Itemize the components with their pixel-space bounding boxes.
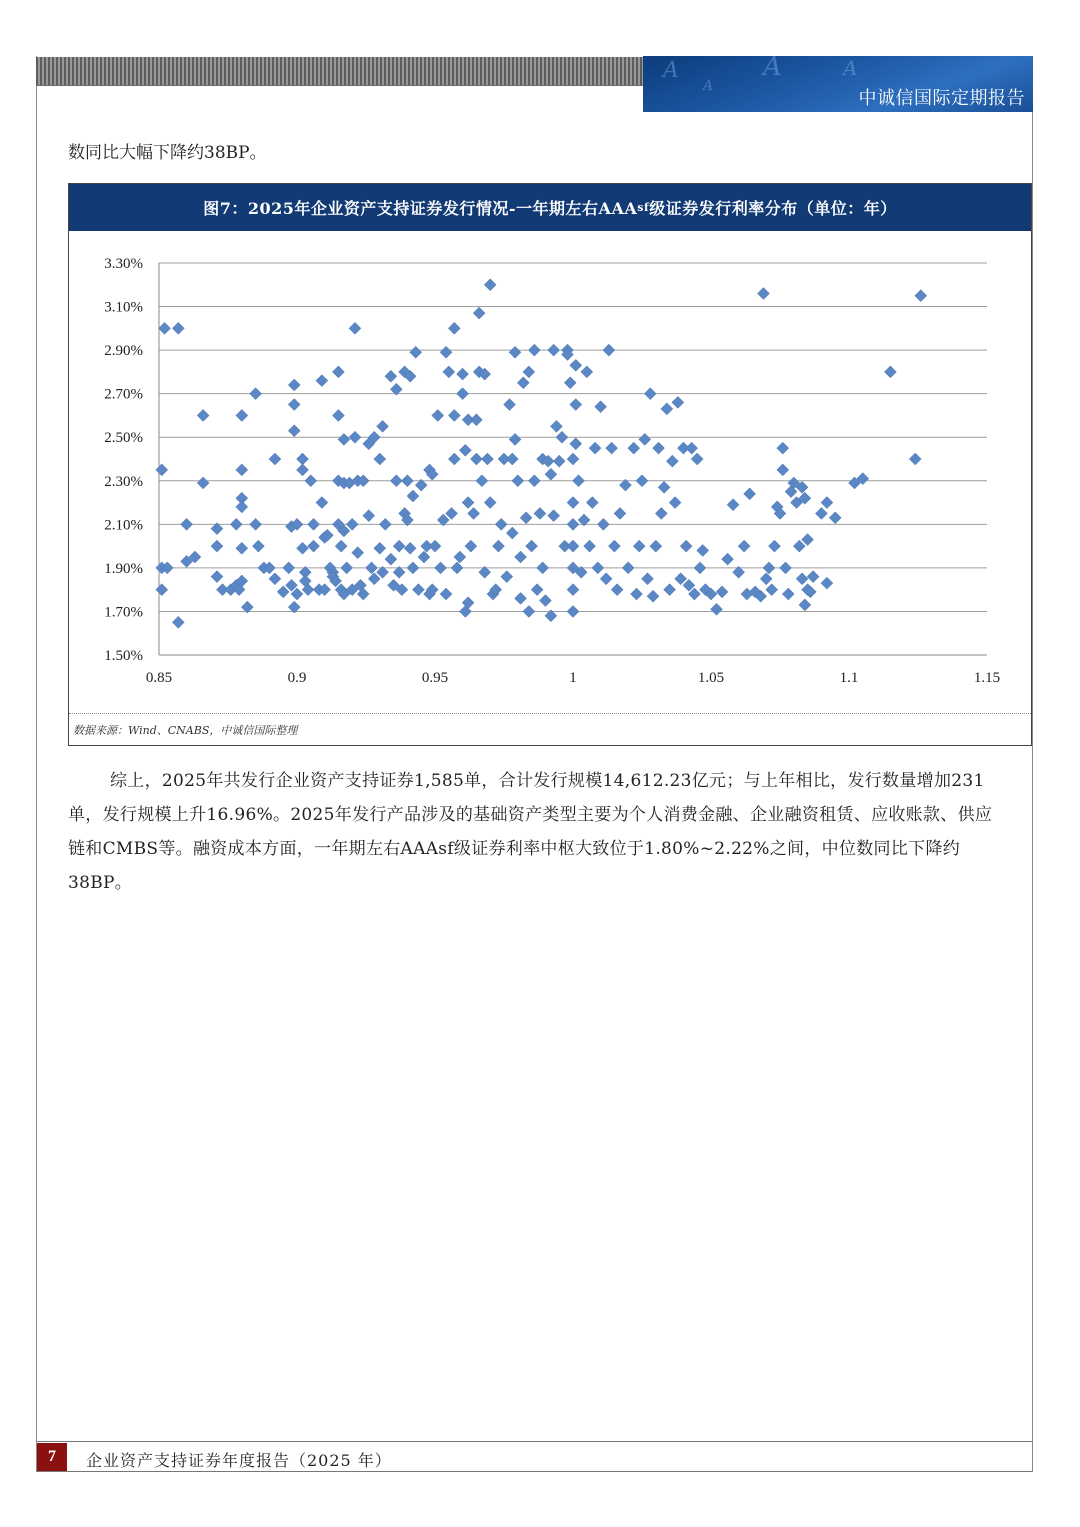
data-point: [760, 573, 772, 585]
data-point: [484, 279, 496, 291]
data-point: [374, 453, 386, 465]
figure-title-sub: sf: [637, 201, 650, 214]
data-point: [211, 540, 223, 552]
data-point: [603, 344, 615, 356]
data-point: [368, 573, 380, 585]
data-point: [528, 475, 540, 487]
data-point: [252, 540, 264, 552]
data-point: [658, 481, 670, 493]
data-point: [633, 540, 645, 552]
banner-decoration: A: [763, 56, 782, 82]
data-point: [435, 562, 447, 574]
source-divider: [69, 713, 1031, 714]
data-point: [539, 595, 551, 607]
data-point: [570, 359, 582, 371]
y-tick-label: 2.10%: [104, 517, 143, 534]
data-point: [288, 399, 300, 411]
data-point: [744, 488, 756, 500]
data-point: [799, 599, 811, 611]
data-point: [448, 453, 460, 465]
data-point: [377, 420, 389, 432]
data-point: [669, 497, 681, 509]
data-point: [332, 409, 344, 421]
x-tick-label: 0.95: [421, 670, 449, 686]
data-point: [515, 592, 527, 604]
data-point: [429, 540, 441, 552]
data-point: [694, 562, 706, 574]
data-point: [484, 497, 496, 509]
banner-decoration: A: [663, 58, 679, 83]
x-tick-label: 1.1: [839, 670, 859, 686]
scatter-chart: [69, 231, 1031, 711]
x-tick-label: 1: [569, 670, 577, 686]
data-point: [570, 399, 582, 411]
x-tick-label: 1.15: [973, 670, 1001, 686]
data-point: [545, 468, 557, 480]
data-point: [796, 573, 808, 585]
data-point: [821, 577, 833, 589]
data-point: [567, 518, 579, 530]
data-point: [341, 562, 353, 574]
data-point: [548, 344, 560, 356]
data-point: [686, 442, 698, 454]
data-point: [611, 584, 623, 596]
data-point: [363, 510, 375, 522]
data-point: [390, 475, 402, 487]
y-tick-label: 1.50%: [104, 648, 143, 664]
data-point: [793, 540, 805, 552]
data-point: [661, 403, 673, 415]
data-point: [630, 588, 642, 600]
y-tick-label: 2.70%: [104, 386, 143, 403]
figure-title-suffix: 级证券发行利率分布（单位：年）: [649, 199, 897, 218]
data-point: [181, 518, 193, 530]
header-band: [36, 57, 644, 85]
data-point: [782, 588, 794, 600]
data-point: [172, 322, 184, 334]
data-point: [614, 507, 626, 519]
data-point: [589, 442, 601, 454]
footer-rule: [36, 1441, 1033, 1442]
data-point: [440, 346, 452, 358]
data-point: [297, 464, 309, 476]
footer-report-name: 企业资产支持证券年度报告（2025 年）: [86, 1451, 392, 1470]
data-point: [352, 547, 364, 559]
data-point: [592, 562, 604, 574]
banner-decoration: A: [703, 78, 714, 94]
data-point: [457, 368, 469, 380]
data-point: [821, 497, 833, 509]
data-point: [236, 542, 248, 554]
data-point: [802, 534, 814, 546]
data-point: [401, 475, 413, 487]
data-point: [197, 409, 209, 421]
report-series-title: 中诚信国际定期报告: [858, 88, 1025, 109]
data-point: [288, 379, 300, 391]
data-point: [443, 366, 455, 378]
data-point: [766, 584, 778, 596]
y-tick-label: 2.90%: [104, 343, 143, 360]
data-point: [440, 588, 452, 600]
data-point: [636, 475, 648, 487]
data-point: [349, 431, 361, 443]
data-point: [664, 584, 676, 596]
data-point: [697, 544, 709, 556]
data-point: [393, 540, 405, 552]
y-tick-label: 1.90%: [104, 560, 143, 577]
data-point: [595, 401, 607, 413]
data-point: [236, 501, 248, 513]
data-point: [628, 442, 640, 454]
y-tick-label: 3.30%: [104, 256, 143, 272]
x-tick-label: 0.85: [145, 670, 173, 686]
data-point: [780, 562, 792, 574]
data-point: [410, 346, 422, 358]
data-point: [639, 433, 651, 445]
y-tick-label: 2.50%: [104, 430, 143, 447]
data-point: [457, 388, 469, 400]
data-point: [446, 507, 458, 519]
data-point: [556, 431, 568, 443]
data-point: [727, 499, 739, 511]
data-point: [454, 551, 466, 563]
data-point: [459, 444, 471, 456]
summary-paragraph: 综上，2025年共发行企业资产支持证券1,585单，合计发行规模14,612.23亿元；与上年相比，发行数量增加231单，发行规模上升16.96%。2025年发行产品涉及的基础资产类型主要为个人消费金融、企业融资租赁、应收账款、供应链和CMBS等。融资成本方面，一年期左右AAAsf级证券利率中枢大致位于1.80%~2.22%之间，中位数同比下降约38BP。: [68, 771, 993, 893]
data-point: [338, 433, 350, 445]
data-point: [777, 464, 789, 476]
data-point: [548, 510, 560, 522]
data-point: [768, 540, 780, 552]
data-point: [581, 366, 593, 378]
data-point: [567, 497, 579, 509]
data-point: [716, 586, 728, 598]
intro-paragraph: 数同比大幅下降约38BP。: [68, 143, 267, 163]
data-point: [722, 553, 734, 565]
data-point: [495, 518, 507, 530]
data-point: [515, 551, 527, 563]
data-point: [316, 497, 328, 509]
data-point: [156, 584, 168, 596]
data-point: [763, 562, 775, 574]
data-point: [520, 512, 532, 524]
y-tick-label: 1.70%: [104, 604, 143, 621]
data-point: [407, 562, 419, 574]
data-point: [385, 370, 397, 382]
header-banner: [643, 56, 1033, 112]
data-point: [517, 377, 529, 389]
data-point: [211, 571, 223, 583]
data-point: [553, 455, 565, 467]
data-point: [672, 396, 684, 408]
page-frame-right: [1032, 56, 1033, 1472]
data-point: [680, 540, 692, 552]
data-point: [650, 540, 662, 552]
data-point: [675, 573, 687, 585]
data-point: [250, 518, 262, 530]
data-point: [451, 562, 463, 574]
data-point: [501, 571, 513, 583]
data-point: [807, 571, 819, 583]
data-point: [550, 420, 562, 432]
data-point: [567, 453, 579, 465]
data-point: [308, 518, 320, 530]
data-point: [909, 453, 921, 465]
data-point: [757, 287, 769, 299]
data-point: [269, 573, 281, 585]
data-point: [570, 438, 582, 450]
data-point: [711, 603, 723, 615]
data-point: [448, 409, 460, 421]
data-point: [404, 542, 416, 554]
data-point: [506, 527, 518, 539]
data-point: [567, 540, 579, 552]
data-point: [462, 497, 474, 509]
data-point: [308, 540, 320, 552]
data-point: [666, 455, 678, 467]
data-point: [644, 388, 656, 400]
data-point: [379, 518, 391, 530]
data-point: [573, 475, 585, 487]
figure-7: [68, 183, 1032, 746]
data-point: [600, 573, 612, 585]
data-point: [277, 586, 289, 598]
data-point: [655, 507, 667, 519]
data-point: [448, 322, 460, 334]
data-point: [156, 464, 168, 476]
data-point: [476, 475, 488, 487]
data-point: [506, 453, 518, 465]
data-point: [297, 542, 309, 554]
data-point: [531, 584, 543, 596]
data-point: [470, 414, 482, 426]
data-point: [374, 542, 386, 554]
data-point: [691, 453, 703, 465]
data-point: [305, 475, 317, 487]
data-point: [236, 464, 248, 476]
data-point: [567, 584, 579, 596]
data-point: [288, 425, 300, 437]
x-tick-label: 0.9: [287, 670, 307, 686]
data-point: [564, 377, 576, 389]
data-point: [197, 477, 209, 489]
data-point: [250, 388, 262, 400]
data-point: [473, 307, 485, 319]
data-point: [738, 540, 750, 552]
data-point: [407, 490, 419, 502]
data-point: [509, 433, 521, 445]
data-point: [509, 346, 521, 358]
data-point: [385, 553, 397, 565]
data-point: [884, 366, 896, 378]
header-band-rule: [36, 85, 644, 86]
data-point: [622, 562, 634, 574]
data-point: [608, 540, 620, 552]
data-point: [349, 322, 361, 334]
data-point: [492, 540, 504, 552]
data-point: [528, 344, 540, 356]
data-point: [512, 475, 524, 487]
data-point: [418, 551, 430, 563]
data-point: [470, 453, 482, 465]
figure-source: 数据来源：Wind、CNABS，中诚信国际整理: [73, 724, 298, 737]
data-point: [159, 322, 171, 334]
data-point: [412, 584, 424, 596]
data-point: [586, 497, 598, 509]
data-point: [534, 507, 546, 519]
figure-title-prefix: 图7：2025年企业资产支持证券发行情况-一年期左右AAA: [203, 199, 638, 218]
y-tick-label: 3.10%: [104, 299, 143, 316]
data-point: [653, 442, 665, 454]
data-point: [537, 562, 549, 574]
page-frame-left: [36, 56, 37, 1472]
data-point: [597, 518, 609, 530]
data-point: [236, 409, 248, 421]
data-point: [335, 540, 347, 552]
data-point: [269, 453, 281, 465]
figure-title: [69, 184, 1031, 231]
data-point: [316, 375, 328, 387]
data-point: [468, 507, 480, 519]
data-point: [504, 399, 516, 411]
data-point: [647, 590, 659, 602]
data-point: [526, 540, 538, 552]
data-point: [481, 453, 493, 465]
data-point: [283, 562, 295, 574]
data-point: [777, 442, 789, 454]
data-point: [829, 512, 841, 524]
data-point: [815, 507, 827, 519]
data-point: [346, 518, 358, 530]
footer-rule-bottom: [36, 1471, 1033, 1472]
data-point: [432, 409, 444, 421]
page-number: 7: [37, 1443, 67, 1471]
data-point: [523, 366, 535, 378]
data-point: [567, 605, 579, 617]
data-point: [584, 540, 596, 552]
y-tick-label: 2.30%: [104, 473, 143, 490]
data-point: [230, 518, 242, 530]
data-point: [297, 453, 309, 465]
data-point: [465, 540, 477, 552]
data-point: [172, 616, 184, 628]
data-point: [915, 290, 927, 302]
data-point: [642, 573, 654, 585]
data-point: [366, 562, 378, 574]
x-tick-label: 1.05: [697, 670, 725, 686]
data-point: [523, 605, 535, 617]
data-point: [606, 442, 618, 454]
data-point: [332, 366, 344, 378]
banner-decoration: A: [843, 56, 858, 80]
